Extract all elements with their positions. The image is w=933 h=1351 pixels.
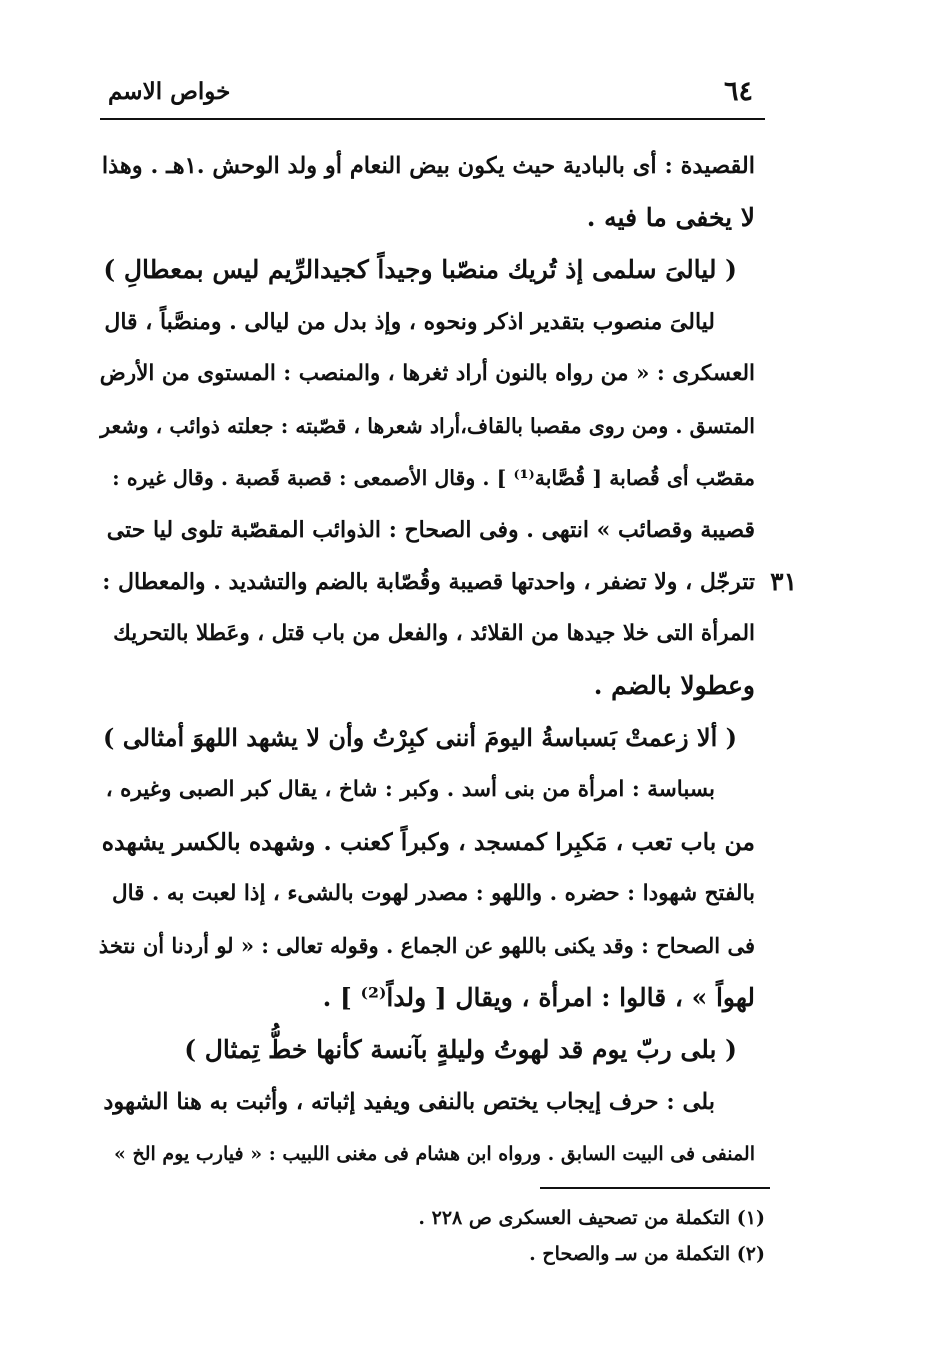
text-line-with-margin-number: [100, 556, 797, 608]
verse-line: ( ليالىَ سلمى إذ تُريك منصّبا وجيداً كجيدالرِّيم ليس بمعطالِ ): [103, 255, 737, 284]
text-line: بالفتح شهودا : حضره . واللهو : مصدر لهوت بالشىء ، إذا لعبت به . قال: [111, 881, 755, 906]
text-line: بسباسة : امرأة من بنى أسد . وكبر : شاخ ، يقال كبر الصبى وغيره ،: [105, 777, 715, 802]
text-line: قصيبة وقصائب » انتهى . وفى الصحاح : الذوائب المقصّبة تلوى ليا حتى: [106, 517, 755, 543]
running-title: خواص الاسم: [108, 78, 231, 105]
text-line: المرأة التى خلا جيدها من القلائد ، والفعل من باب قتل ، وعَطلا بالتحريك: [113, 621, 755, 646]
footnote-rule: [540, 1187, 770, 1189]
text-line: لهواً » ، قالوا : امرأة ، ويقال [ ولداً⁽²⁾ ] .: [322, 983, 755, 1012]
text-line: العسكرى : « من رواه بالنون أراد ثغرها ، والمنصب : المستوى من الأرض: [99, 361, 755, 386]
text-line: المنفى فى البيت السابق . ورواه ابن هشام فى مغنى اللبيب : « فيارب يوم الخ »: [114, 1143, 755, 1165]
text-line: تترجّل ، ولا تضفر ، واحدتها قصيبة وقُصّابة بالضم والتشديد . والمعطال :: [102, 569, 755, 595]
verse-line: ( بلى ربّ يوم قد لهوتُ وليلةٍ بآنسة كأنها خطُّ تِمثال ): [184, 1035, 737, 1064]
text-line: لا يخفى ما فيه .: [586, 203, 755, 232]
text-line: وعطولا بالضم .: [593, 671, 755, 700]
header-rule: [100, 118, 765, 120]
text-line: مقصّب أى قُصابة [ قُصَّابة⁽¹⁾ ] . وقال الأصمعى : قصبة قَصبة . وقال غيره :: [112, 466, 755, 490]
footnote: (٢) التكملة من سـ والصحاح .: [529, 1243, 765, 1265]
text-line: المتسق . ومن روى مقصبا بالقاف،أراد شعرها ، قصّبته : جعلته ذوائب ، وشعر: [100, 414, 755, 438]
margin-line-number: ٣١: [770, 567, 797, 596]
page-header: [100, 76, 765, 116]
page-number: ٦٤: [723, 76, 753, 107]
text-line: ليالىَ منصوب بتقدير اذكر ونحوه ، وإذ بدل من ليالى . ومنصَّباً ، قال: [104, 309, 715, 335]
verse-line: ( ألا زعمتْ بَسباسةُ اليومَ أننى كبِرْتُ وأن لا يشهد اللهوَ أمثالى ): [103, 723, 737, 752]
text-line: القصيدة : أى بالبادية حيث يكون بيض النعام أو ولد الوحش .١هـ . وهذا: [101, 153, 755, 179]
text-line: من باب تعب ، مَكبِرا كمسجد ، وكبراً كعنب . وشهده بالكسر يشهده: [101, 828, 755, 856]
footnote: (١) التكملة من تصحيف العسكرى ص ٢٢٨ .: [418, 1207, 765, 1229]
text-line: فى الصحاح : وقد يكنى باللهو عن الجماع . وقوله تعالى : « لو أردنا أن نتخذ: [98, 933, 755, 958]
text-line: بلى : حرف إيجاب يختص بالنفى ويفيد إثباته ، وأثبت به هنا الشهود: [103, 1089, 715, 1115]
body-text: [98, 140, 797, 1180]
footnotes: [300, 1200, 765, 1272]
